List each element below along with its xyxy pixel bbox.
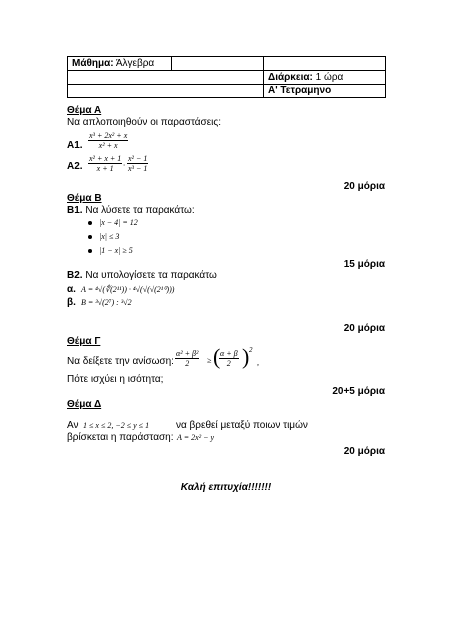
rhs-fraction [219,349,239,368]
rhs-power: 2 [249,346,253,354]
duration-label: Διάρκεια: [268,72,313,83]
geq-sign: ≥ [207,356,212,365]
open-paren: ( [213,344,221,369]
beta-label: β. [67,297,76,308]
b1-points: 15 μόρια [343,259,385,270]
bullet-icon [88,221,92,225]
question-text-2: βρίσκεται η παράσταση: [67,432,174,443]
expression: A = 2x² − y [177,433,215,442]
a2-right-fraction [127,154,148,173]
comma: , [257,358,259,367]
subject-cell [72,58,154,70]
lhs-numerator: α² + β² [176,349,199,358]
b2-points: 20 μόρια [343,323,385,334]
subject-value: Άλγεβρα [115,58,155,69]
class-value: Α' Τετραμηνο [268,85,332,96]
rhs-denominator: 2 [226,359,231,368]
equality-question: Πότε ισχύει η ισότητα; [67,374,164,385]
close-paren: ) [242,344,250,369]
b2-label: Β2. [67,270,83,281]
bullet-icon [88,249,92,253]
subject-label: Μάθημα: [72,58,114,69]
alpha-label: α. [67,284,76,295]
a1-label: Α1. [67,140,83,151]
a1-fraction [88,131,128,150]
a2-left-numerator: x² + x + 1 [89,154,122,163]
theme-c-title: Θέμα Γ [67,336,101,347]
duration-cell [268,72,343,84]
header-row-class [68,85,385,97]
theme-a-points: 20 μόρια [343,181,385,192]
beta-expression: B = ³√(2⁷) : ³√2 [81,298,132,307]
theme-c-points: 20+5 μόρια [332,386,385,397]
a2-right-numerator: x² − 1 [128,154,148,163]
lhs-denominator: 2 [185,359,190,368]
b2-text: Να υπολογίσετε τα παρακάτω [85,270,217,281]
a2-multiply-dot: · [123,161,125,170]
b1-line [67,205,195,217]
header-row-subject [68,57,385,71]
alpha-expression: A = ⁴√(∜(2¹¹)) · ⁴√(√(√(2¹⁰))) [81,285,175,294]
a2-right-denominator: x³ − 1 [128,164,148,173]
a1-numerator: x³ + 2x² + x [89,131,128,140]
b1-text: Να λύσετε τα παρακάτω: [85,205,195,216]
header-table [67,56,386,98]
bullet-icon [88,235,92,239]
good-luck-wish: Καλή επιτυχία!!!!!!! [180,482,272,493]
b1-label: Β1. [67,205,83,216]
theme-d-title: Θέμα Δ [67,399,102,410]
theme-d-points: 20 μόρια [343,446,385,457]
a2-left-fraction [88,154,122,173]
a2-left-denominator: x + 1 [96,164,114,173]
b2-line [67,270,217,282]
rhs-numerator: α + β [220,349,238,358]
inequality-3: |1 − x| ≥ 5 [99,246,133,255]
theme-a-instruction: Να απλοποιηθούν οι παραστάσεις: [67,117,221,128]
theme-a-title: Θέμα Α [67,105,102,116]
prove-text: Να δείξετε την ανίσωση: [67,356,174,367]
duration-value: 1 ώρα [315,72,344,83]
lhs-fraction [175,349,199,368]
inequality-2: |x| ≤ 3 [99,232,120,241]
inequality-1: |x − 4| = 12 [99,218,138,227]
header-row-duration [68,71,385,85]
a2-label: Α2. [67,161,83,172]
theme-b-title: Θέμα Β [67,193,102,204]
if-text: Αν [67,420,79,431]
question-text: να βρεθεί μεταξύ ποιων τιμών [176,420,308,431]
a1-denominator: x² + x [98,141,118,150]
conditions: 1 ≤ x ≤ 2, −2 ≤ y ≤ 1 [83,421,150,430]
